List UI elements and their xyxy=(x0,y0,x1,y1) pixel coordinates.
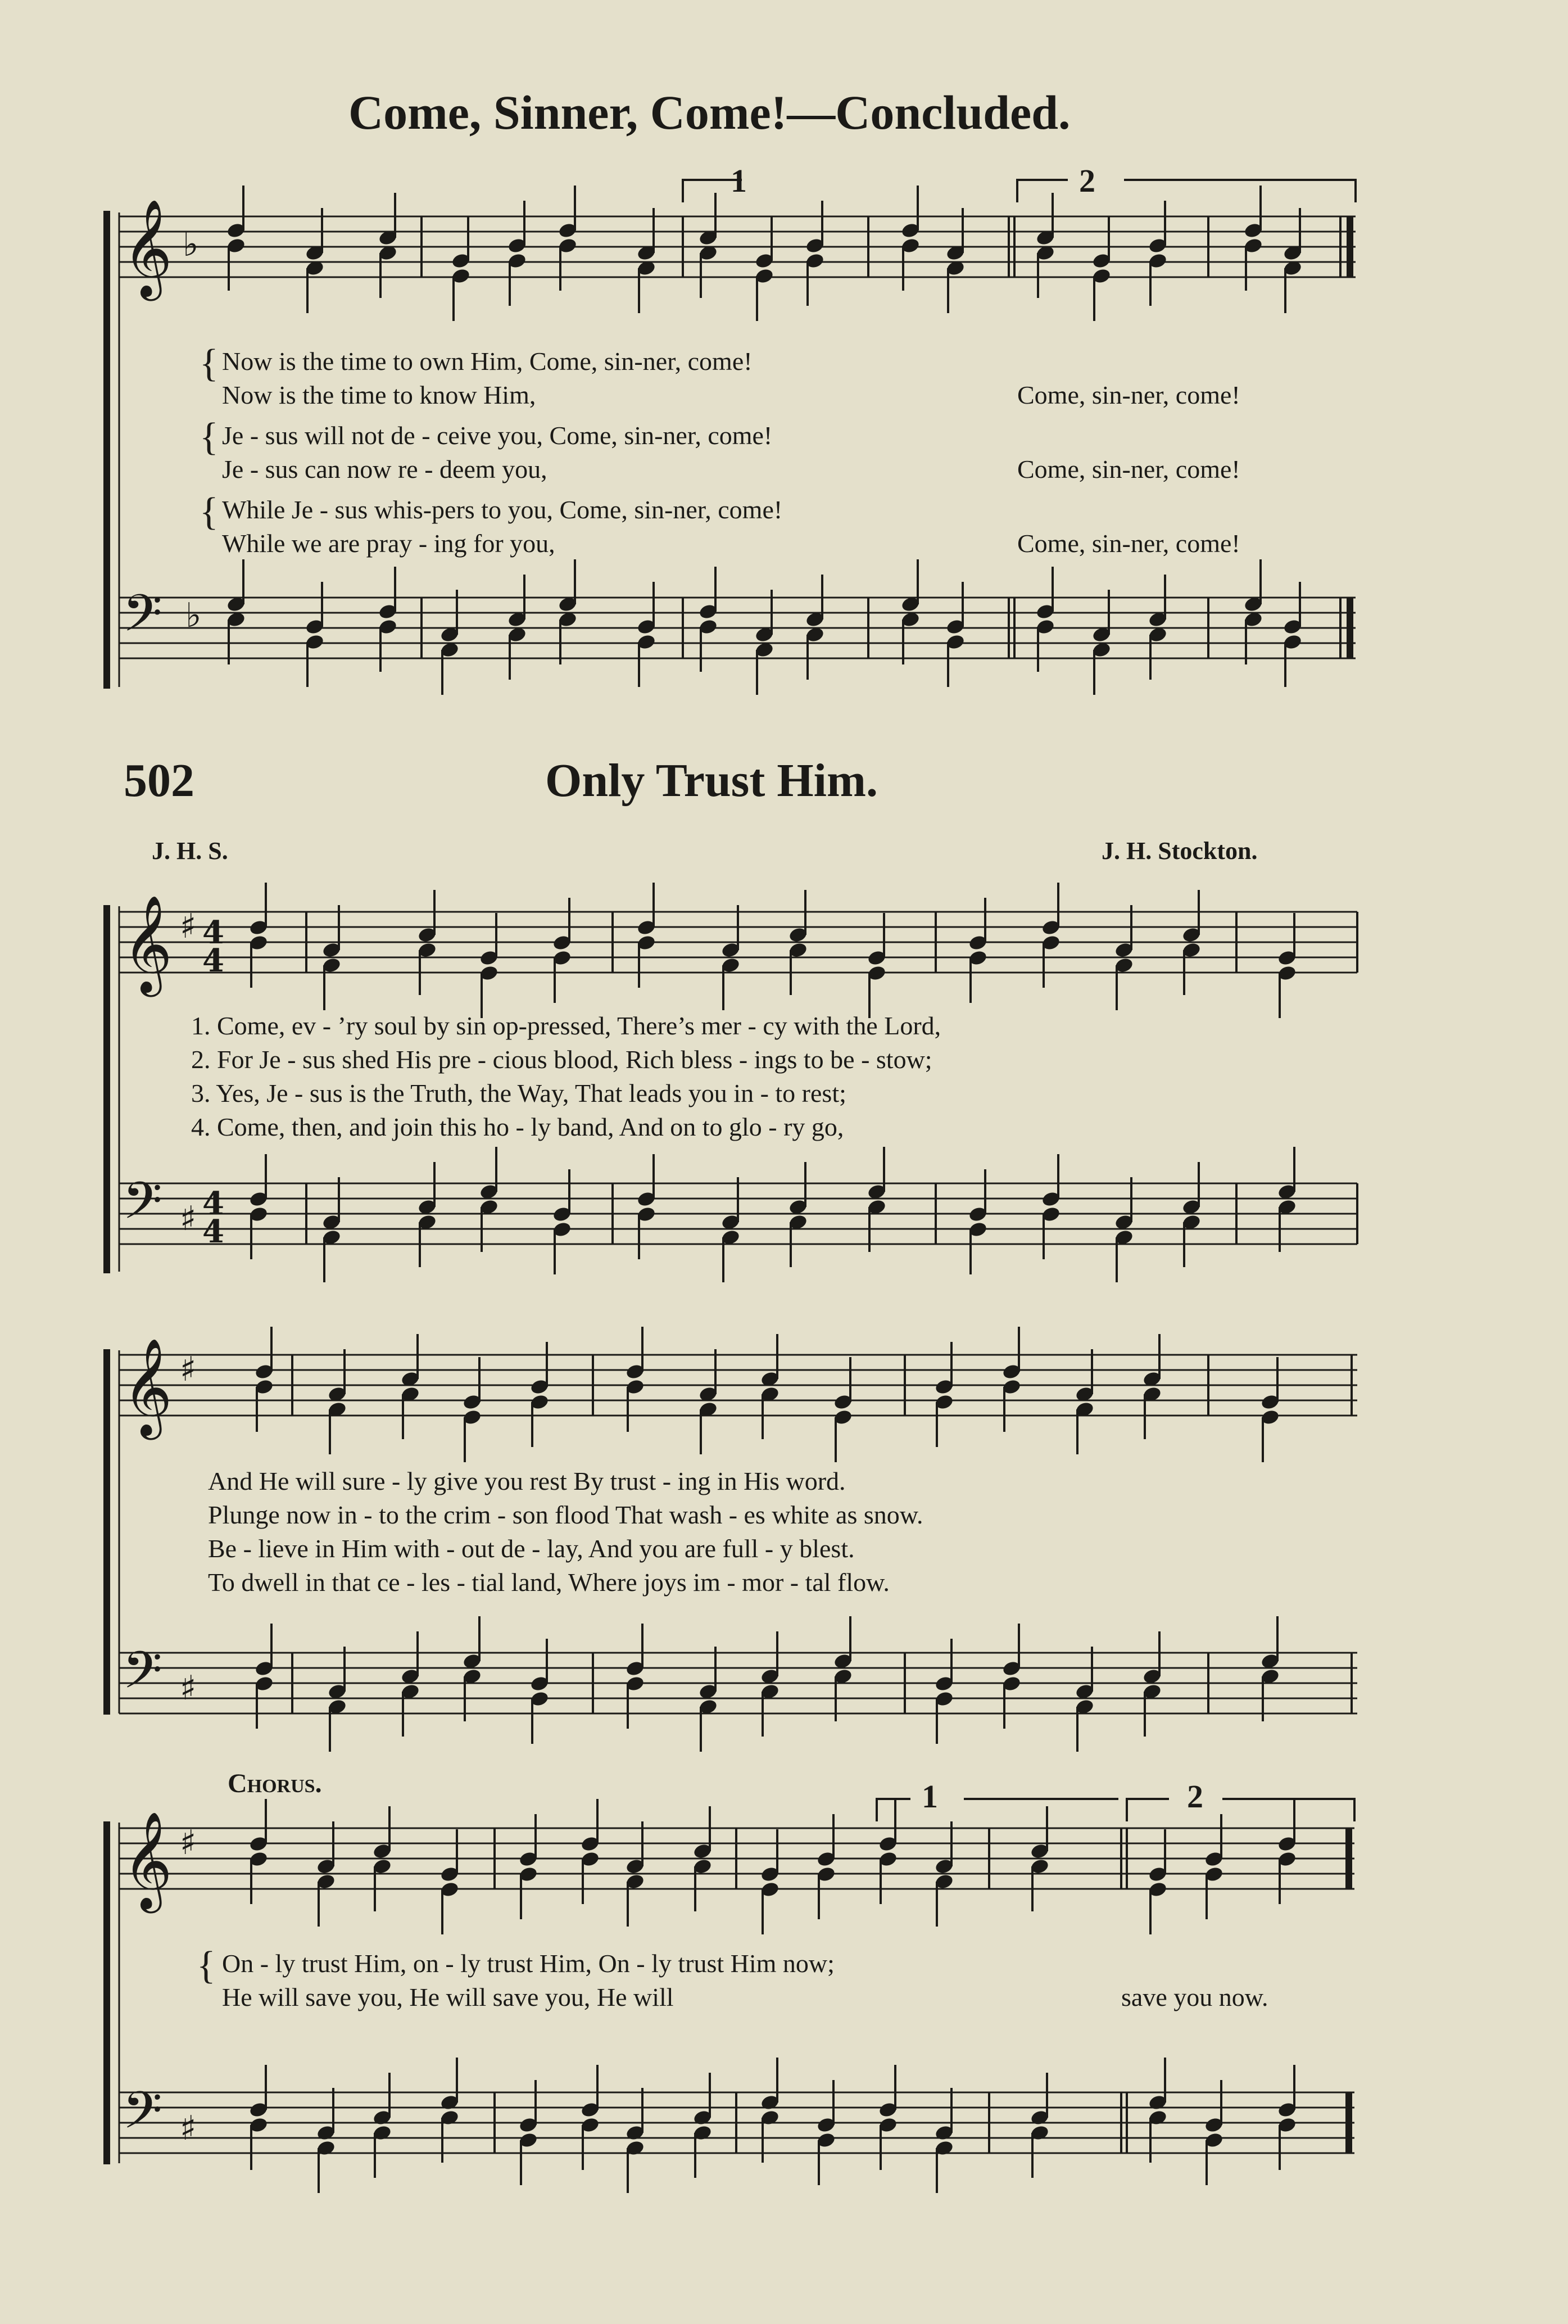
hymn1-stanza3-line2: While we are pray - ing for you, xyxy=(222,529,555,558)
verse2-line-a: 2. For Je - sus shed His pre - cious blood, Rich bless - ings to be - stow; xyxy=(191,1045,932,1074)
chorus-ending-2-mark: 2 xyxy=(1187,1778,1203,1815)
verse2-line-b: Plunge now in - to the crim - son flood That wash - es white as snow. xyxy=(208,1500,923,1529)
svg-text:𝄢: 𝄢 xyxy=(123,1640,162,1712)
verse3-line-b: Be - lieve in Him with - out de - lay, And you are full - y blest. xyxy=(208,1534,855,1563)
verse1-line-a: 1. Come, ev - ’ry soul by sin op-pressed, There’s mer - cy with the Lord, xyxy=(191,1011,941,1040)
hymn1-title: Come, Sinner, Come!—Concluded. xyxy=(348,85,1071,139)
svg-text:♯: ♯ xyxy=(180,1669,197,1708)
hymn1-stanza1-refrain: Come, sin-ner, come! xyxy=(1017,381,1240,409)
hymn1-stanza1-line1: Now is the time to own Him, Come, sin-ner, come! xyxy=(222,347,753,376)
svg-text:♯: ♯ xyxy=(180,1350,197,1389)
ending-2-mark: 2 xyxy=(1079,162,1095,199)
verse4-line-a: 4. Come, then, and join this ho - ly band, And on to glo - ry go, xyxy=(191,1113,844,1141)
svg-text:♯: ♯ xyxy=(180,1199,197,1238)
lyric-brace: { xyxy=(200,490,219,533)
verse4-line-b: To dwell in that ce - les - tial land, Where joys im - mor - tal flow. xyxy=(208,1568,890,1597)
hymn2-title: Only Trust Him. xyxy=(545,754,878,807)
svg-text:𝄞: 𝄞 xyxy=(123,1811,173,1909)
svg-text:4: 4 xyxy=(202,942,224,979)
svg-text:𝄞: 𝄞 xyxy=(123,1338,173,1436)
chorus-line2-end: save you now. xyxy=(1121,1983,1268,2011)
lyric-brace: { xyxy=(200,415,219,459)
chorus-label: Chorus. xyxy=(228,1769,322,1798)
svg-text:♭: ♭ xyxy=(183,225,199,264)
lyricist-credit: J. H. S. xyxy=(152,837,228,865)
chorus-line1: On - ly trust Him, on - ly trust Him, On - ly trust Him now; xyxy=(222,1949,835,1978)
lyric-brace: { xyxy=(197,1944,216,1987)
svg-text:4: 4 xyxy=(202,1185,224,1222)
hymn1-stanza2-refrain: Come, sin-ner, come! xyxy=(1017,455,1240,483)
composer-credit: J. H. Stockton. xyxy=(1102,837,1258,865)
hymn1-stanza1-line2: Now is the time to know Him, xyxy=(222,381,536,409)
ending-1-mark: 1 xyxy=(731,162,747,199)
svg-text:𝄢: 𝄢 xyxy=(123,1171,162,1243)
svg-text:♭: ♭ xyxy=(185,596,202,635)
svg-text:♯: ♯ xyxy=(180,1823,197,1862)
svg-text:♯: ♯ xyxy=(180,2109,197,2148)
svg-text:4: 4 xyxy=(202,1213,224,1250)
svg-text:𝄢: 𝄢 xyxy=(123,2081,162,2153)
chorus-line2: He will save you, He will save you, He will xyxy=(222,1983,674,2011)
hymn2-number: 502 xyxy=(124,754,194,807)
verse1-line-b: And He will sure - ly give you rest By trust - ing in His word. xyxy=(208,1467,846,1495)
verse3-line-a: 3. Yes, Je - sus is the Truth, the Way, That leads you in - to rest; xyxy=(191,1079,846,1107)
hymn1-stanza2-line2: Je - sus can now re - deem you, xyxy=(222,455,547,483)
svg-text:𝄞: 𝄞 xyxy=(123,895,173,993)
lyric-brace: { xyxy=(200,342,219,385)
hymn1-stanza3-line1: While Je - sus whis-pers to you, Come, sin-ner, come! xyxy=(222,495,783,524)
hymn1-stanza3-refrain: Come, sin-ner, come! xyxy=(1017,529,1240,558)
svg-text:𝄞: 𝄞 xyxy=(123,199,173,297)
svg-text:♯: ♯ xyxy=(180,907,197,946)
hymn1-stanza2-line1: Je - sus will not de - ceive you, Come, sin-ner, come! xyxy=(222,421,773,450)
svg-text:𝄢: 𝄢 xyxy=(123,584,162,655)
chorus-ending-1-mark: 1 xyxy=(922,1778,938,1815)
svg-text:4: 4 xyxy=(202,914,224,951)
